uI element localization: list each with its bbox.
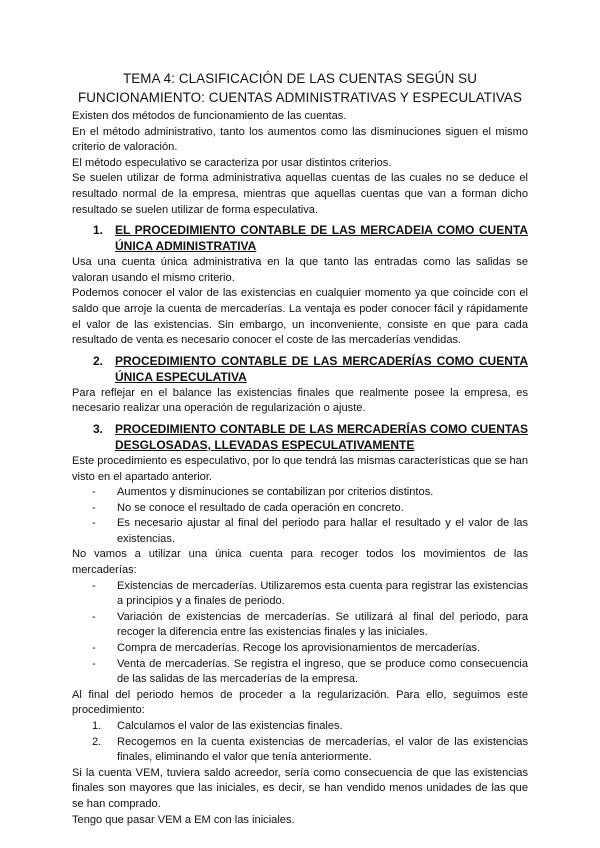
accounts-list (72, 579, 528, 688)
accounts-intro: No vamos a utilizar una única cuenta para recoger todos los movimientos de las mercaderías: (72, 548, 528, 577)
procedure-intro: Al final del periodo hemos de proceder a la regularización. Para ello, seguimos este procedimiento: (72, 688, 528, 717)
section-number: 2. (93, 353, 104, 368)
section-number: 1. (93, 223, 104, 238)
title-line-2: FUNCIONAMIENTO: CUENTAS ADMINISTRATIVAS Y ESPECULATIVAS (78, 89, 522, 105)
list-item (72, 579, 528, 610)
section-number: 3. (93, 421, 104, 436)
intro-paragraph: El método especulativo se caracteriza por usar distintos criterios. (72, 156, 392, 169)
intro-paragraph: Existen dos métodos de funcionamiento de las cuentas. (72, 110, 347, 122)
intro-block (72, 109, 528, 218)
list-item-text: Variación de existencias de mercaderías. Se utilizará al final del periodo, para recoger la diferencia entre las existencias finales y las iniciales. (117, 610, 528, 639)
section-heading-text: PROCEDIMIENTO CONTABLE DE LAS MERCADERÍAS COMO CUENTAS DESGLOSADAS, LLEVADAS ESPECULATIVAMENTE (115, 421, 528, 452)
dash-bullet: - (92, 501, 96, 514)
list-item (72, 485, 528, 501)
dash-bullet: - (92, 642, 96, 655)
dash-bullet: - (92, 486, 96, 499)
dash-bullet: - (92, 579, 96, 592)
section-3-heading (72, 421, 528, 453)
list-item-text: Aumentos y disminuciones se contabilizan por criterios distintos. (117, 486, 434, 499)
list-item-text: Es necesario ajustar al final del periodo para hallar el resultado y el valor de las existencias. (117, 517, 528, 545)
list-item-text: Venta de mercaderías. Se registra el ingreso, que se produce como consecuencia de las salidas de las mercaderías de la empresa. (117, 657, 528, 686)
list-item-text: Compra de mercaderías. Recoge los aprovisionamientos de mercaderías. (117, 642, 481, 655)
section-3-intro: Este procedimiento es especulativo, por lo que tendrá las mismas características que se han visto en el apartado anterior. (72, 454, 528, 483)
list-item (72, 657, 528, 688)
list-item-text: Existencias de mercaderías. Utilizaremos esta cuenta para registrar las existencias a principios y a finales de periodo. (117, 579, 528, 608)
step-number: 1. (92, 720, 102, 732)
list-item (72, 610, 528, 641)
dash-bullet: - (92, 657, 96, 670)
list-item-text: No se conoce el resultado de cada operación en concreto. (117, 501, 404, 514)
intro-paragraph: En el método administrativo, tanto los aumentos como las disminuciones siguen el mismo criterio de valoración. (72, 125, 528, 154)
closing-paragraph: Si la cuenta VEM, tuviera saldo acreedor, sería como consecuencia de que las existencias finales son mayores que las iniciales, es decir, se han vendido menos unidades de las que se han comprado. (72, 766, 528, 810)
section-1-heading (72, 222, 528, 254)
section-heading-text: EL PROCEDIMIENTO CONTABLE DE LAS MERCADEIA COMO CUENTA ÚNICA ADMINISTRATIVA (115, 223, 528, 254)
list-item-text: Recogemos en la cuenta existencias de mercaderías, el valor de las existencias finales, eliminando el valor que tenía anteriormente. (117, 735, 528, 764)
section-1-paragraph: Podemos conocer el valor de las existencias en cualquier momento ya que coincide con el saldo que arroje la cuenta de mercaderías. La ventaja es poder conocer fácil y rápidamente el valor de las existencias. Sin embargo, un inconveniente, consiste en que para cada resultado de venta es necesario conocer el coste de las mercaderías vendidas. (72, 287, 528, 347)
list-item (72, 735, 528, 766)
intro-paragraph: Se suelen utilizar de forma administrativa aquellas cuentas de las cuales no se deduce el resultado normal de la empresa, mientras que aquellas cuentas que van a forman dicho resultado se suelen utilizar de forma especulativa. (72, 172, 528, 216)
step-number: 2. (92, 735, 102, 748)
dash-bullet: - (92, 610, 96, 623)
characteristics-list (72, 485, 528, 547)
list-item (72, 516, 528, 547)
closing-paragraph: Tengo que pasar VEM a EM con las iniciales. (72, 813, 295, 826)
section-heading-text: PROCEDIMIENTO CONTABLE DE LAS MERCADERÍAS COMO CUENTA ÚNICA ESPECULATIVA (115, 353, 528, 384)
list-item-text: Calculamos el valor de las existencias finales. (117, 720, 343, 732)
section-2-paragraph: Para reflejar en el balance las existencias finales que realmente posee la empresa, es necesario realizar una operación de regularización o ajuste. (72, 386, 528, 415)
section-2-heading (72, 353, 528, 385)
list-item (72, 501, 528, 517)
section-1-paragraph: Usa una cuenta única administrativa en la que tanto las entradas como las salidas se valoran usando el mismo criterio. (72, 256, 528, 284)
title-line-1: TEMA 4: CLASIFICACIÓN DE LAS CUENTAS SEGÚN SU (123, 71, 477, 86)
document-title (72, 70, 528, 107)
dash-bullet: - (92, 517, 96, 530)
list-item (72, 641, 528, 657)
list-item (72, 719, 528, 735)
procedure-steps (72, 719, 528, 766)
